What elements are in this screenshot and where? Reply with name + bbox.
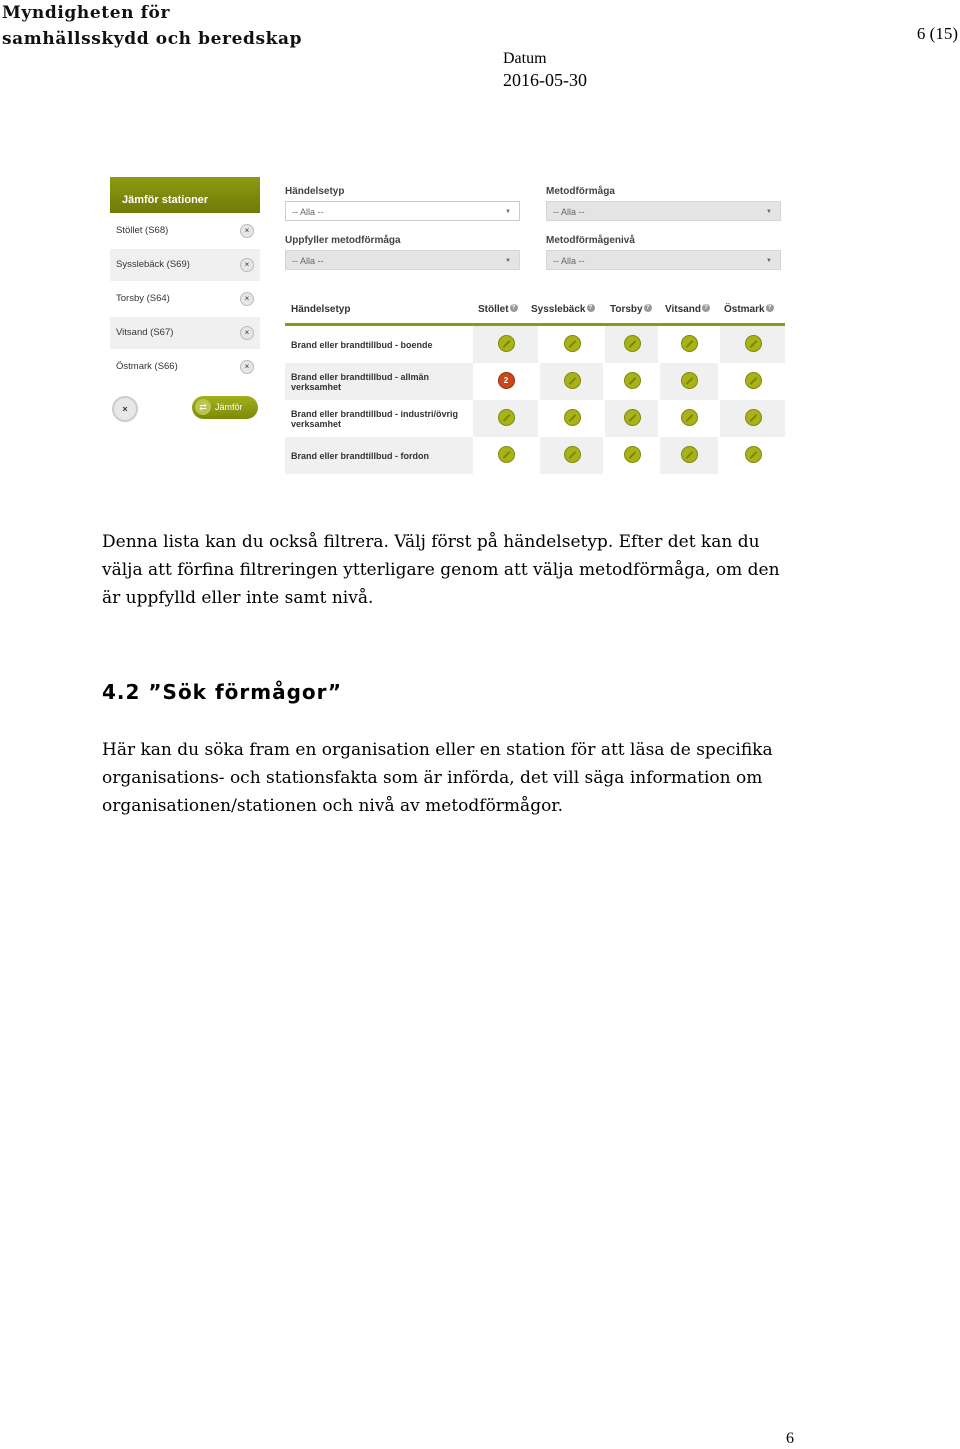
chevron-down-icon: ▼ bbox=[766, 258, 772, 264]
level-label: Metodförmågenivå bbox=[546, 235, 635, 246]
help-icon[interactable]: ? bbox=[644, 304, 652, 312]
status-ok-icon[interactable] bbox=[745, 372, 762, 389]
status-ok-icon[interactable] bbox=[564, 446, 581, 463]
column-header bbox=[531, 304, 595, 315]
table-cell bbox=[540, 363, 603, 400]
help-icon[interactable]: ? bbox=[702, 304, 710, 312]
table-cell bbox=[605, 326, 658, 363]
level-select[interactable] bbox=[546, 250, 781, 270]
chevron-down-icon: ▼ bbox=[505, 258, 511, 264]
column-header-label: Vitsand bbox=[665, 304, 701, 315]
status-ok-icon[interactable] bbox=[564, 409, 581, 426]
table-body bbox=[285, 326, 785, 474]
station-label: Stöllet (S68) bbox=[116, 225, 169, 236]
status-ok-icon[interactable] bbox=[624, 446, 641, 463]
column-header bbox=[724, 304, 774, 315]
page-counter: 6 (15) bbox=[916, 24, 958, 43]
meets-label: Uppfyller metodförmåga bbox=[285, 235, 401, 246]
remove-icon[interactable]: × bbox=[240, 326, 254, 340]
table-cell bbox=[540, 437, 603, 474]
column-header bbox=[610, 304, 652, 315]
agency-name bbox=[2, 0, 302, 52]
status-count: 2 bbox=[503, 376, 509, 385]
method-value: -- Alla -- bbox=[553, 207, 585, 217]
station-item bbox=[110, 247, 260, 281]
event-type-name: Brand eller brandtillbud - boende bbox=[291, 339, 433, 350]
table-cell bbox=[660, 400, 718, 437]
remove-icon[interactable]: × bbox=[240, 224, 254, 238]
status-ok-icon[interactable] bbox=[564, 372, 581, 389]
method-label: Metodförmåga bbox=[546, 186, 615, 197]
compare-stations-screenshot bbox=[110, 177, 785, 472]
event-type-value: -- Alla -- bbox=[292, 207, 324, 217]
remove-icon[interactable]: × bbox=[240, 258, 254, 272]
level-filter bbox=[546, 232, 781, 270]
date-value: 2016-05-30 bbox=[503, 70, 587, 90]
station-label: Östmark (S66) bbox=[116, 361, 178, 372]
station-item bbox=[110, 213, 260, 247]
chevron-down-icon: ▼ bbox=[505, 209, 511, 215]
sidebar-actions bbox=[110, 393, 260, 433]
column-header-label: Sysslebäck bbox=[531, 304, 586, 315]
table-row bbox=[285, 363, 785, 400]
table-cell bbox=[473, 437, 538, 474]
date-label: Datum bbox=[503, 50, 547, 67]
station-item bbox=[110, 315, 260, 349]
table-cell bbox=[720, 400, 785, 437]
remove-icon[interactable]: × bbox=[240, 292, 254, 306]
status-ok-icon[interactable] bbox=[681, 409, 698, 426]
table-cell bbox=[660, 437, 718, 474]
status-ok-icon[interactable] bbox=[564, 335, 581, 352]
comparison-table bbox=[285, 299, 785, 474]
status-ok-icon[interactable] bbox=[745, 409, 762, 426]
event-type-name: Brand eller brandtillbud - fordon bbox=[291, 450, 429, 461]
compare-sidebar bbox=[110, 177, 260, 433]
column-header bbox=[665, 304, 710, 315]
status-ok-icon[interactable] bbox=[624, 335, 641, 352]
help-icon[interactable]: ? bbox=[587, 304, 595, 312]
table-cell bbox=[660, 326, 718, 363]
station-label: Vitsand (S67) bbox=[116, 327, 174, 338]
clear-icon[interactable]: × bbox=[112, 396, 138, 422]
remove-icon[interactable]: × bbox=[240, 360, 254, 374]
event-type-select[interactable] bbox=[285, 201, 520, 221]
swap-icon: ⇄ bbox=[195, 399, 211, 415]
table-cell bbox=[605, 400, 658, 437]
paragraph-line: organisations- och stationsfakta som är införda, det vill säga information om bbox=[102, 768, 763, 788]
status-ok-icon[interactable] bbox=[745, 446, 762, 463]
table-cell bbox=[605, 437, 658, 474]
station-label: Sysslebäck (S69) bbox=[116, 259, 190, 270]
table-cell bbox=[720, 437, 785, 474]
help-icon[interactable]: ? bbox=[510, 304, 518, 312]
agency-name-line2: samhällsskydd och beredskap bbox=[2, 29, 303, 49]
help-icon[interactable]: ? bbox=[766, 304, 774, 312]
table-cell bbox=[605, 363, 658, 400]
status-count-badge[interactable] bbox=[498, 372, 515, 389]
column-header-label: Torsby bbox=[610, 304, 643, 315]
column-header-label: Stöllet bbox=[478, 304, 509, 315]
section-heading: 4.2 ”Sök förmågor” bbox=[102, 680, 343, 704]
chevron-down-icon: ▼ bbox=[766, 209, 772, 215]
method-filter bbox=[546, 183, 781, 221]
meets-value: -- Alla -- bbox=[292, 256, 324, 266]
status-ok-icon[interactable] bbox=[681, 335, 698, 352]
sidebar-title: Jämför stationer bbox=[110, 177, 260, 213]
paragraph-filter bbox=[102, 528, 780, 612]
paragraph-line: organisationen/stationen och nivå av metodförmågor. bbox=[102, 796, 563, 816]
compare-button[interactable] bbox=[192, 396, 258, 419]
paragraph-line: Här kan du söka fram en organisation eller en station för att läsa de specifika bbox=[102, 740, 773, 760]
meets-filter bbox=[285, 232, 520, 270]
event-type-column-header: Händelsetyp bbox=[291, 304, 351, 315]
agency-name-line1: Myndigheten för bbox=[2, 3, 171, 23]
table-cell bbox=[473, 400, 538, 437]
status-ok-icon[interactable] bbox=[498, 335, 515, 352]
table-cell bbox=[540, 400, 603, 437]
table-cell bbox=[473, 326, 538, 363]
meets-select[interactable] bbox=[285, 250, 520, 270]
method-select[interactable] bbox=[546, 201, 781, 221]
table-header bbox=[285, 299, 785, 326]
status-ok-icon[interactable] bbox=[624, 409, 641, 426]
status-ok-icon[interactable] bbox=[681, 446, 698, 463]
paragraph-line: Denna lista kan du också filtrera. Välj först på händelsetyp. Efter det kan du bbox=[102, 532, 760, 552]
station-item bbox=[110, 349, 260, 383]
table-row bbox=[285, 326, 785, 363]
paragraph-search bbox=[102, 736, 773, 820]
level-value: -- Alla -- bbox=[553, 256, 585, 266]
status-ok-icon[interactable] bbox=[498, 446, 515, 463]
compare-button-label: Jämför bbox=[215, 402, 243, 412]
status-ok-icon[interactable] bbox=[498, 409, 515, 426]
event-type-label: Händelsetyp bbox=[285, 186, 345, 197]
status-ok-icon[interactable] bbox=[745, 335, 762, 352]
column-header bbox=[478, 304, 518, 315]
event-type-filter bbox=[285, 183, 520, 221]
paragraph-line: välja att förfina filtreringen ytterligare genom att välja metodförmåga, om den bbox=[102, 560, 780, 580]
station-label: Torsby (S64) bbox=[116, 293, 170, 304]
table-row bbox=[285, 400, 785, 437]
table-cell bbox=[720, 326, 785, 363]
table-cell bbox=[720, 363, 785, 400]
event-type-name: Brand eller brandtillbud - industri/övrig verksamhet bbox=[291, 408, 459, 429]
table-row bbox=[285, 437, 785, 474]
event-type-name: Brand eller brandtillbud - allmän verksamhet bbox=[291, 371, 430, 392]
table-cell bbox=[660, 363, 718, 400]
station-item bbox=[110, 281, 260, 315]
footer-page-number: 6 bbox=[786, 1430, 794, 1447]
table-cell bbox=[473, 363, 538, 400]
status-ok-icon[interactable] bbox=[681, 372, 698, 389]
column-header-label: Östmark bbox=[724, 304, 765, 315]
paragraph-line: är uppfylld eller inte samt nivå. bbox=[102, 588, 374, 608]
status-ok-icon[interactable] bbox=[624, 372, 641, 389]
table-cell bbox=[540, 326, 603, 363]
